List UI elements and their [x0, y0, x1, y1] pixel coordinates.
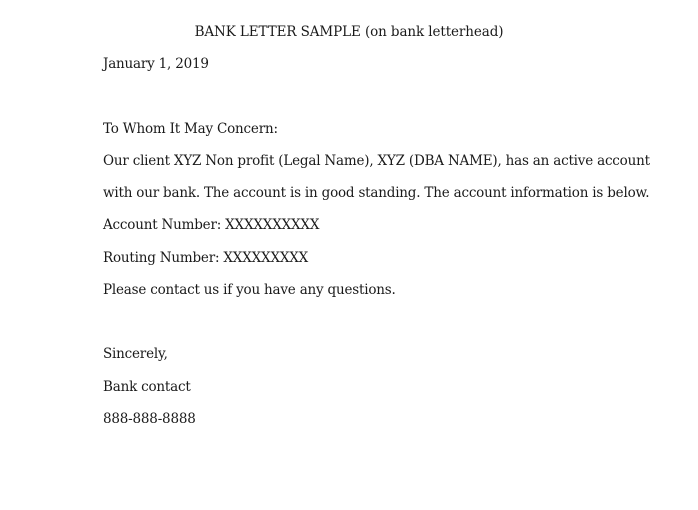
closing: Sincerely, [103, 346, 168, 362]
routing-number-line: Routing Number: XXXXXXXXX [103, 250, 309, 266]
account-number-line: Account Number: XXXXXXXXXX [103, 217, 320, 233]
body-paragraph-line-1: Our client XYZ Non profit (Legal Name), XYZ (DBA NAME), has an active account [103, 153, 650, 169]
body-paragraph-line-2: with our bank. The account is in good standing. The account information is below. [103, 185, 650, 201]
document-title: BANK LETTER SAMPLE (on bank letterhead) [194, 24, 504, 40]
salutation: To Whom It May Concern: [103, 121, 278, 137]
signer-name: Bank contact [103, 379, 191, 395]
phone-number: 888-888-8888 [103, 411, 196, 427]
letter-date: January 1, 2019 [103, 56, 209, 72]
contact-note: Please contact us if you have any questions. [103, 282, 396, 298]
